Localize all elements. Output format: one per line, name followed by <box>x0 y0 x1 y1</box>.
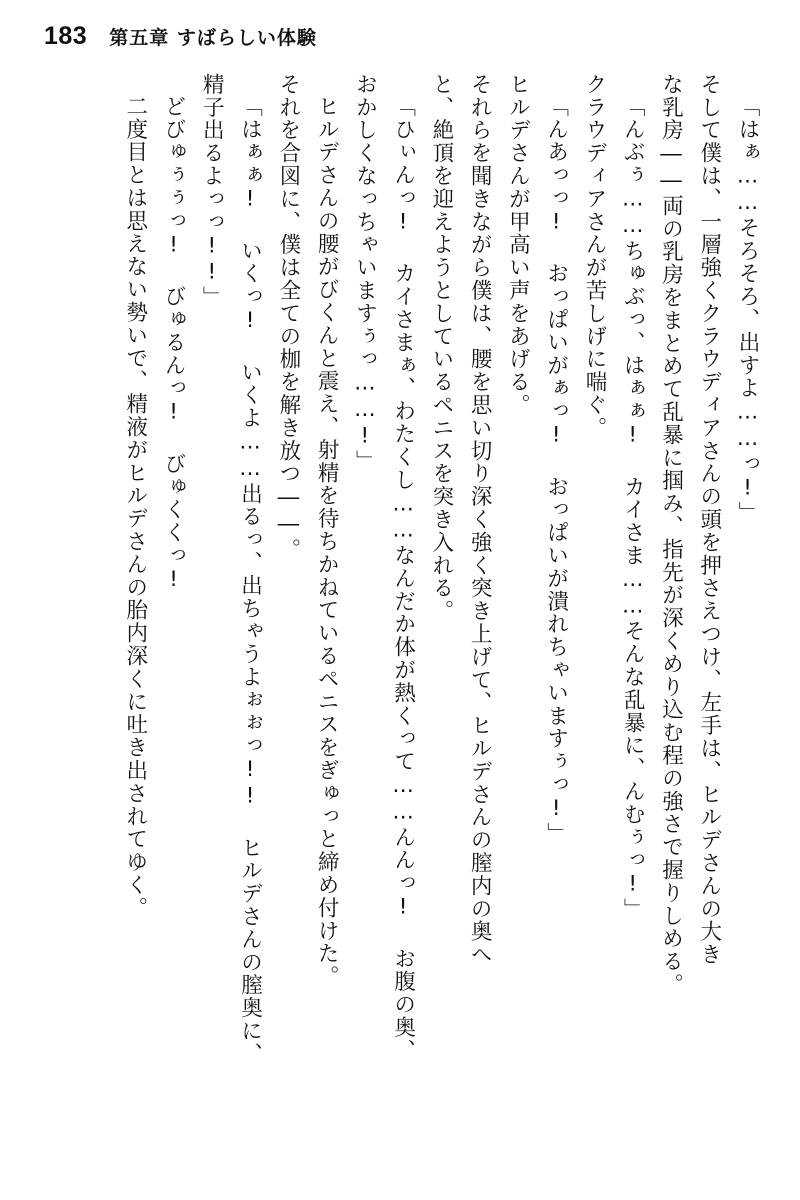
text-line: それらを聞きながら僕は、腰を思い切り深く強く突き上げて、ヒルデさんの膣内の奥へ <box>467 73 493 967</box>
text-line: 二度目とは思えない勢いで、精液がヒルデさんの胎内深くに吐き出されてゆく。 <box>122 95 148 920</box>
page-header <box>34 22 766 59</box>
text-line: それを合図に、僕は全ての枷を解き放つ――。 <box>275 73 301 561</box>
text-line: ヒルデさんの腰がびくんと震え、射精を待ちかねているペニスをぎゅっと締め付けた。 <box>314 95 340 989</box>
text-line: クラウディアさんが苦しげに喘ぐ。 <box>581 73 607 440</box>
text-line: 「ひぃんっ! カイさまぁ、わたくし……なんだか体が熱くって……んんっ! お腹の奥、 <box>390 95 416 1062</box>
page-body <box>34 73 766 1174</box>
text-line: 「はぁ……そろそろ、出すよ……っ!」 <box>735 95 760 525</box>
text-line: どびゅぅぅっ! びゅるんっ! びゅくくっ! <box>161 95 187 594</box>
text-line: ヒルデさんが甲高い声をあげる。 <box>505 73 531 417</box>
text-line: そして僕は、一層強くクラウディアさんの頭を押さえつけ、左手は、ヒルデさんの大き <box>696 73 722 967</box>
text-line: な乳房――両の乳房をまとめて乱暴に掴み、指先が深くめり込む程の強さで握りしめる。 <box>658 73 684 996</box>
text-line: 「はぁぁ! いくっ! いくよ……出るっ、出ちゃうよぉぉっ!! ヒルデさんの膣奥に、 <box>237 95 263 1066</box>
text-line: 「んあっっ! おっぱいがぁっ! おっぱいが潰れちゃいますぅっ!」 <box>543 95 569 846</box>
text-line: 「んぶぅ……ちゅぶっ、はぁぁ! カイさま……そんな乱暴に、んむぅっ!」 <box>620 95 646 921</box>
chapter-title: 第五章 すばらしい体験 <box>109 27 317 49</box>
text-line: 精子出るよっっ!!」 <box>199 73 225 309</box>
text-line: おかしくなっちゃいますぅっ……!」 <box>352 73 378 473</box>
page-number: 183 <box>44 22 88 50</box>
vertical-text-block <box>34 73 766 1174</box>
text-line: と、絶頂を迎えようとしているペニスを突き入れる。 <box>428 73 454 623</box>
